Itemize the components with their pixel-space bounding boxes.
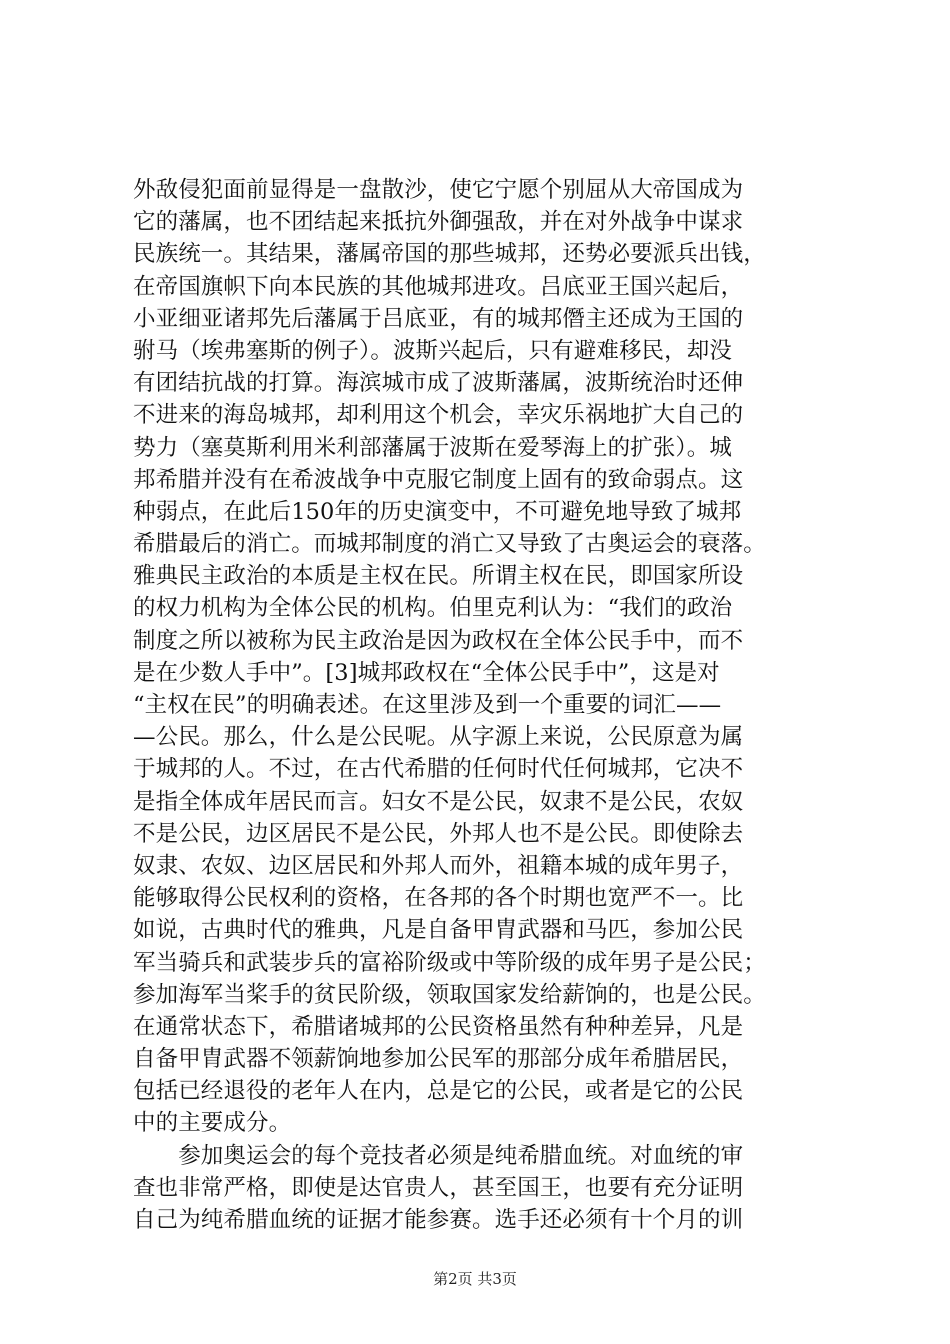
text-line: 外敌侵犯面前显得是一盘散沙，使它宁愿个别屈从大帝国成为 [133,177,744,203]
text-line: 能够取得公民权利的资格，在各邦的各个时期也宽严不一。比 [133,885,744,912]
text-line: 自己为纯希腊血统的证据才能参赛。选手还必须有十个月的训 [133,1207,744,1233]
text-line: 种弱点，在此后150年的历史演变中，不可避免地导致了城邦 [133,498,742,525]
text-line: 雅典民主政治的本质是主权在民。所谓主权在民，即国家所设 [133,563,744,590]
body-text [133,174,833,1236]
text-line: 民族统一。其结果，藩属帝国的那些城邦，还势必要派兵出钱， [133,241,766,268]
text-line: 包括已经退役的老年人在内，总是它的公民，或者是它的公民 [133,1078,744,1105]
text-line: 小亚细亚诸邦先后藩属于吕底亚，有的城邦僭主还成为王国的 [133,305,744,332]
text-line: —公民。那么，什么是公民呢。从字源上来说，公民原意为属 [133,724,744,751]
text-line: 军当骑兵和武装步兵的富裕阶级或中等阶级的成年男子是公民； [133,949,766,976]
text-line: 有团结抗战的打算。海滨城市成了波斯藩属，波斯统治时还伸 [133,370,744,397]
text-line: 势力（塞莫斯利用米利部藩属于波斯在爱琴海上的扩张）。城 [133,434,732,461]
text-line: 如说，古典时代的雅典，凡是自备甲胄武器和马匹，参加公民 [133,917,744,944]
text-line: 参加海军当桨手的贫民阶级，领取国家发给薪饷的，也是公民。 [133,981,766,1008]
text-line: 在通常状态下，希腊诸城邦的公民资格虽然有种种差异，凡是 [133,1013,744,1040]
text-line: 自备甲胄武器不领薪饷地参加公民军的那部分成年希腊居民， [133,1046,744,1073]
page-footer: 第2页 共3页 [433,1270,517,1288]
text-line: 不是公民，边区居民不是公民，外邦人也不是公民。即使除去 [133,820,744,847]
text-line: 参加奥运会的每个竞技者必须是纯希腊血统。对血统的审 [133,1142,744,1169]
text-line: 是在少数人手中”。[3]城邦政权在“全体公民手中”，这是对 [133,659,720,686]
text-line: 它的藩属，也不团结起来抵抗外御强敌，并在对外战争中谋求 [133,209,744,236]
text-line: 在帝国旗帜下向本民族的其他城邦进攻。吕底亚王国兴起后， [133,273,744,300]
text-line: 中的主要成分。 [133,1110,292,1137]
text-line: 希腊最后的消亡。而城邦制度的消亡又导致了古奥运会的衰落。 [133,531,766,558]
text-line: 邦希腊并没有在希波战争中克服它制度上固有的致命弱点。这 [133,466,744,493]
text-line: 查也非常严格，即使是达官贵人，甚至国王，也要有充分证明 [133,1174,744,1201]
text-line: 的权力机构为全体公民的机构。伯里克利认为：“我们的政治 [133,595,733,622]
text-line: 不进来的海岛城邦，却利用这个机会，幸灾乐祸地扩大自己的 [133,402,744,429]
text-line: 奴隶、农奴、边区居民和外邦人而外，祖籍本城的成年男子， [133,852,744,879]
text-line: 驸马（埃弗塞斯的例子）。波斯兴起后，只有避难移民，却没 [133,337,732,364]
text-line: 制度之所以被称为民主政治是因为政权在全体公民手中，而不 [133,627,744,654]
text-line: 于城邦的人。不过，在古代希腊的任何时代任何城邦，它决不 [133,756,744,783]
text-line: “主权在民”的明确表述。在这里涉及到一个重要的词汇—— [133,692,722,718]
text-line: 是指全体成年居民而言。妇女不是公民，奴隶不是公民，农奴 [133,788,744,815]
